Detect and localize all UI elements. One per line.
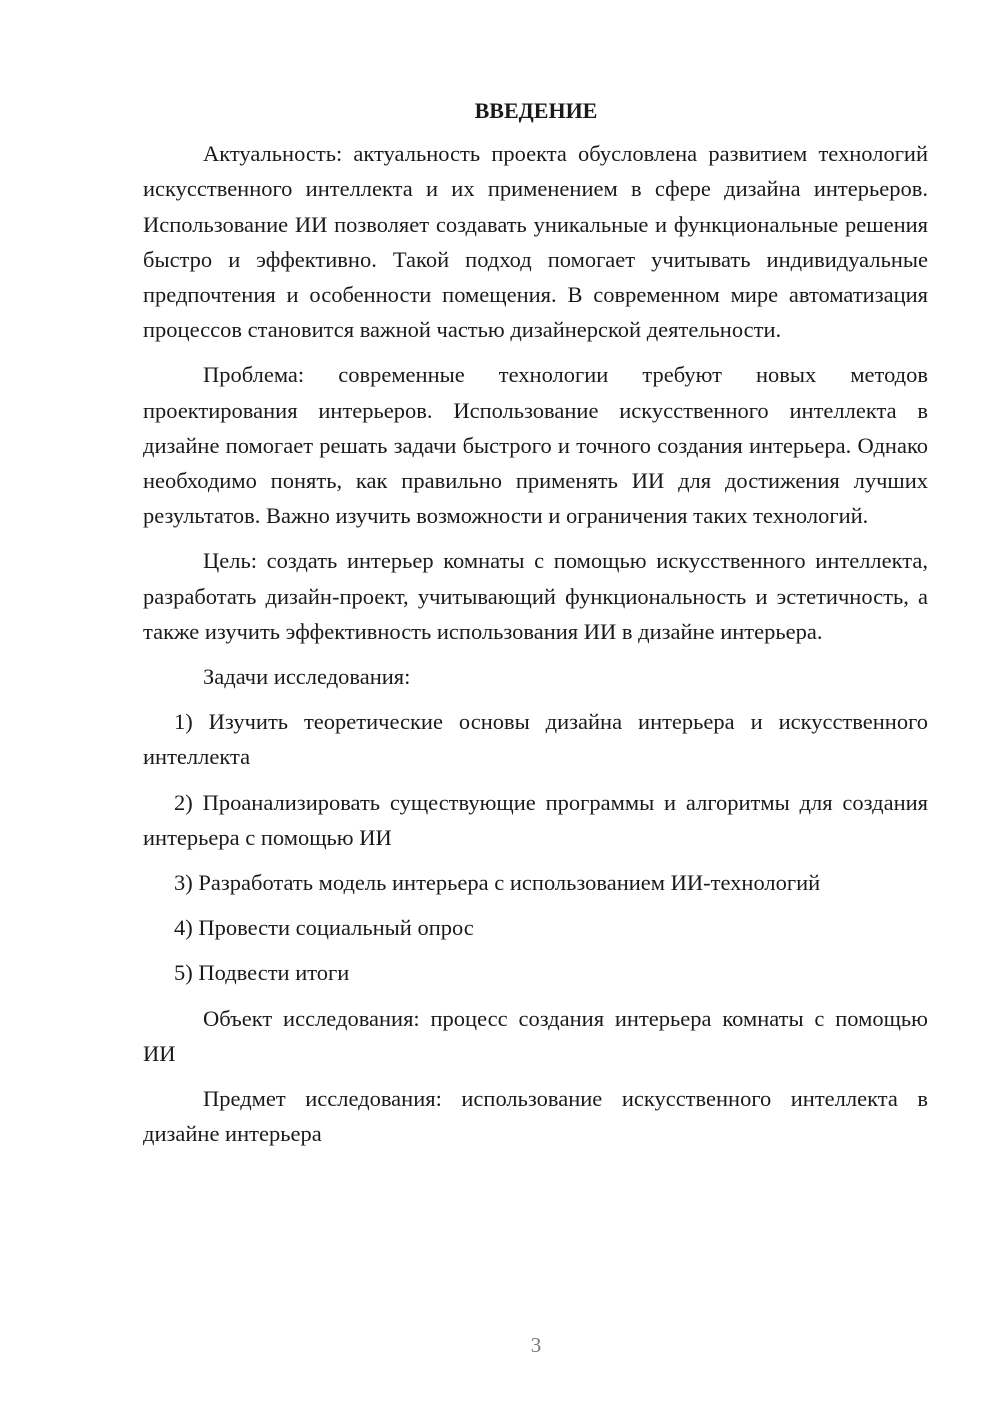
document-body [143, 93, 928, 1161]
tasks-list [143, 704, 928, 990]
relevance-paragraph: Актуальность: актуальность проекта обусловлена развитием технологий искусственного интеллекта и их применением в сфере дизайна интерьеров. Использование ИИ позволяет создавать уникальные и функциональные решения быстро и эффективно. Такой подход помогает учитывать индивидуальные предпочтения и особенности помещения. В современном мире автоматизация процессов становится важной частью дизайнерской деятельности. [143, 141, 928, 343]
goal-paragraph: Цель: создать интерьер комнаты с помощью искусственного интеллекта, разработать дизайн-проект, учитывающий функциональность и эстетичность, а также изучить эффективность использования ИИ в дизайне интерьера. [143, 548, 928, 644]
task-item: 2) Проанализировать существующие программы и алгоритмы для создания интерьера с помощью ИИ [143, 789, 928, 850]
task-item: 3) Разработать модель интерьера с использованием ИИ-технологий [174, 870, 821, 896]
problem-paragraph: Проблема: современные технологии требуют новых методов проектирования интерьеров. Использование искусственного интеллекта в дизайне помогает решать задачи быстрого и точного создания интерьера. Однако необходимо понять, как правильно применять ИИ для достижения лучших результатов. Важно изучить возможности и ограничения таких технологий. [143, 362, 928, 529]
tasks-heading: Задачи исследования: [203, 664, 411, 690]
object-paragraph: Объект исследования: процесс создания интерьера комнаты с помощью ИИ [143, 1005, 928, 1066]
task-item: 4) Провести социальный опрос [174, 915, 474, 941]
section-title: ВВЕДЕНИЕ [474, 98, 598, 123]
task-item: 5) Подвести итоги [174, 960, 350, 986]
page-number: 3 [530, 1333, 542, 1357]
task-item: 1) Изучить теоретические основы дизайна интерьера и искусственного интеллекта [143, 709, 928, 770]
subject-paragraph: Предмет исследования: использование искусственного интеллекта в дизайне интерьера [143, 1086, 928, 1147]
